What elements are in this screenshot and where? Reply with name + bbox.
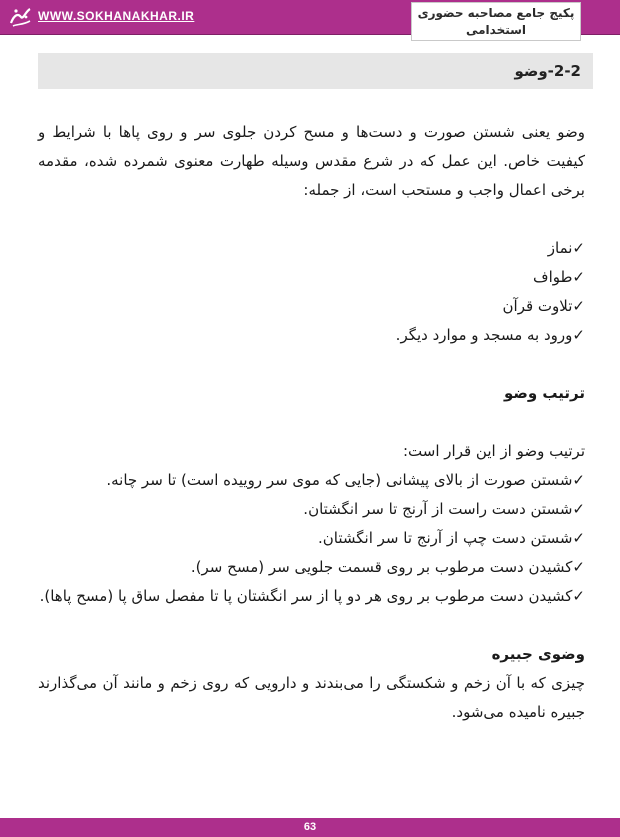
order-heading: ترتیب وضو (503, 384, 585, 402)
header-title-line2: استخدامی (465, 23, 527, 37)
check-icon: ✓ (572, 268, 585, 286)
jabireh-paragraph: چیزی که با آن زخم و شکستگی را می‌بندند و دارویی که روی زخم و مانند آن می‌گذارند جبیره نامیده می‌شود. (38, 674, 585, 721)
list-item: ✓شستن دست چپ از آرنج تا سر انگشتان. (318, 529, 585, 547)
jabireh-heading: وضوی جبیره (491, 645, 585, 663)
list-item: ✓کشیدن دست مرطوب بر روی هر دو پا از سر انگشتان پا تا مفصل ساق پا (مسح پاها). (39, 587, 585, 605)
check-icon: ✓ (572, 529, 585, 547)
list-item: ✓تلاوت قرآن (502, 297, 585, 315)
header-title-box (411, 2, 581, 41)
list-item: ✓کشیدن دست مرطوب بر روی قسمت جلویی سر (مسح سر). (190, 558, 585, 576)
check-icon: ✓ (572, 297, 585, 315)
section-title: 2-2-وضو (38, 53, 593, 89)
page-content (38, 118, 585, 727)
page-number: 63 (303, 821, 317, 833)
order-intro: ترتیب وضو از این قرار است: (403, 442, 585, 460)
check-icon: ✓ (572, 239, 585, 257)
check-icon: ✓ (572, 587, 585, 605)
footer-bar (0, 818, 620, 837)
site-url-link[interactable]: WWW.SOKHANAKHAR.IR (38, 9, 195, 23)
calligraphy-logo-icon (8, 5, 34, 29)
list-item: ✓طواف (533, 268, 585, 286)
check-icon: ✓ (572, 558, 585, 576)
list-item: ✓شستن صورت از بالای پیشانی (جایی که موی سر روییده است) تا سر چانه. (106, 471, 585, 489)
check-icon: ✓ (572, 500, 585, 518)
check-icon: ✓ (572, 326, 585, 344)
intro-paragraph: وضو یعنی شستن صورت و دست‌ها و مسح کردن جلوی سر و روی پاها با شرایط و کیفیت خاص. این عمل که در شرع مقدس وسیله طهارت معنوی شمرده شده، مقدمه برخی اعمال واجب و مستحب است، از جمله: (38, 123, 585, 199)
list-item: ✓نماز (547, 239, 585, 257)
header-title-line1: پکیج جامع مصاحبه حضوری (417, 6, 575, 20)
list-item: ✓ورود به مسجد و موارد دیگر. (395, 326, 585, 344)
check-icon: ✓ (572, 471, 585, 489)
list-item: ✓شستن دست راست از آرنج تا سر انگشتان. (303, 500, 585, 518)
